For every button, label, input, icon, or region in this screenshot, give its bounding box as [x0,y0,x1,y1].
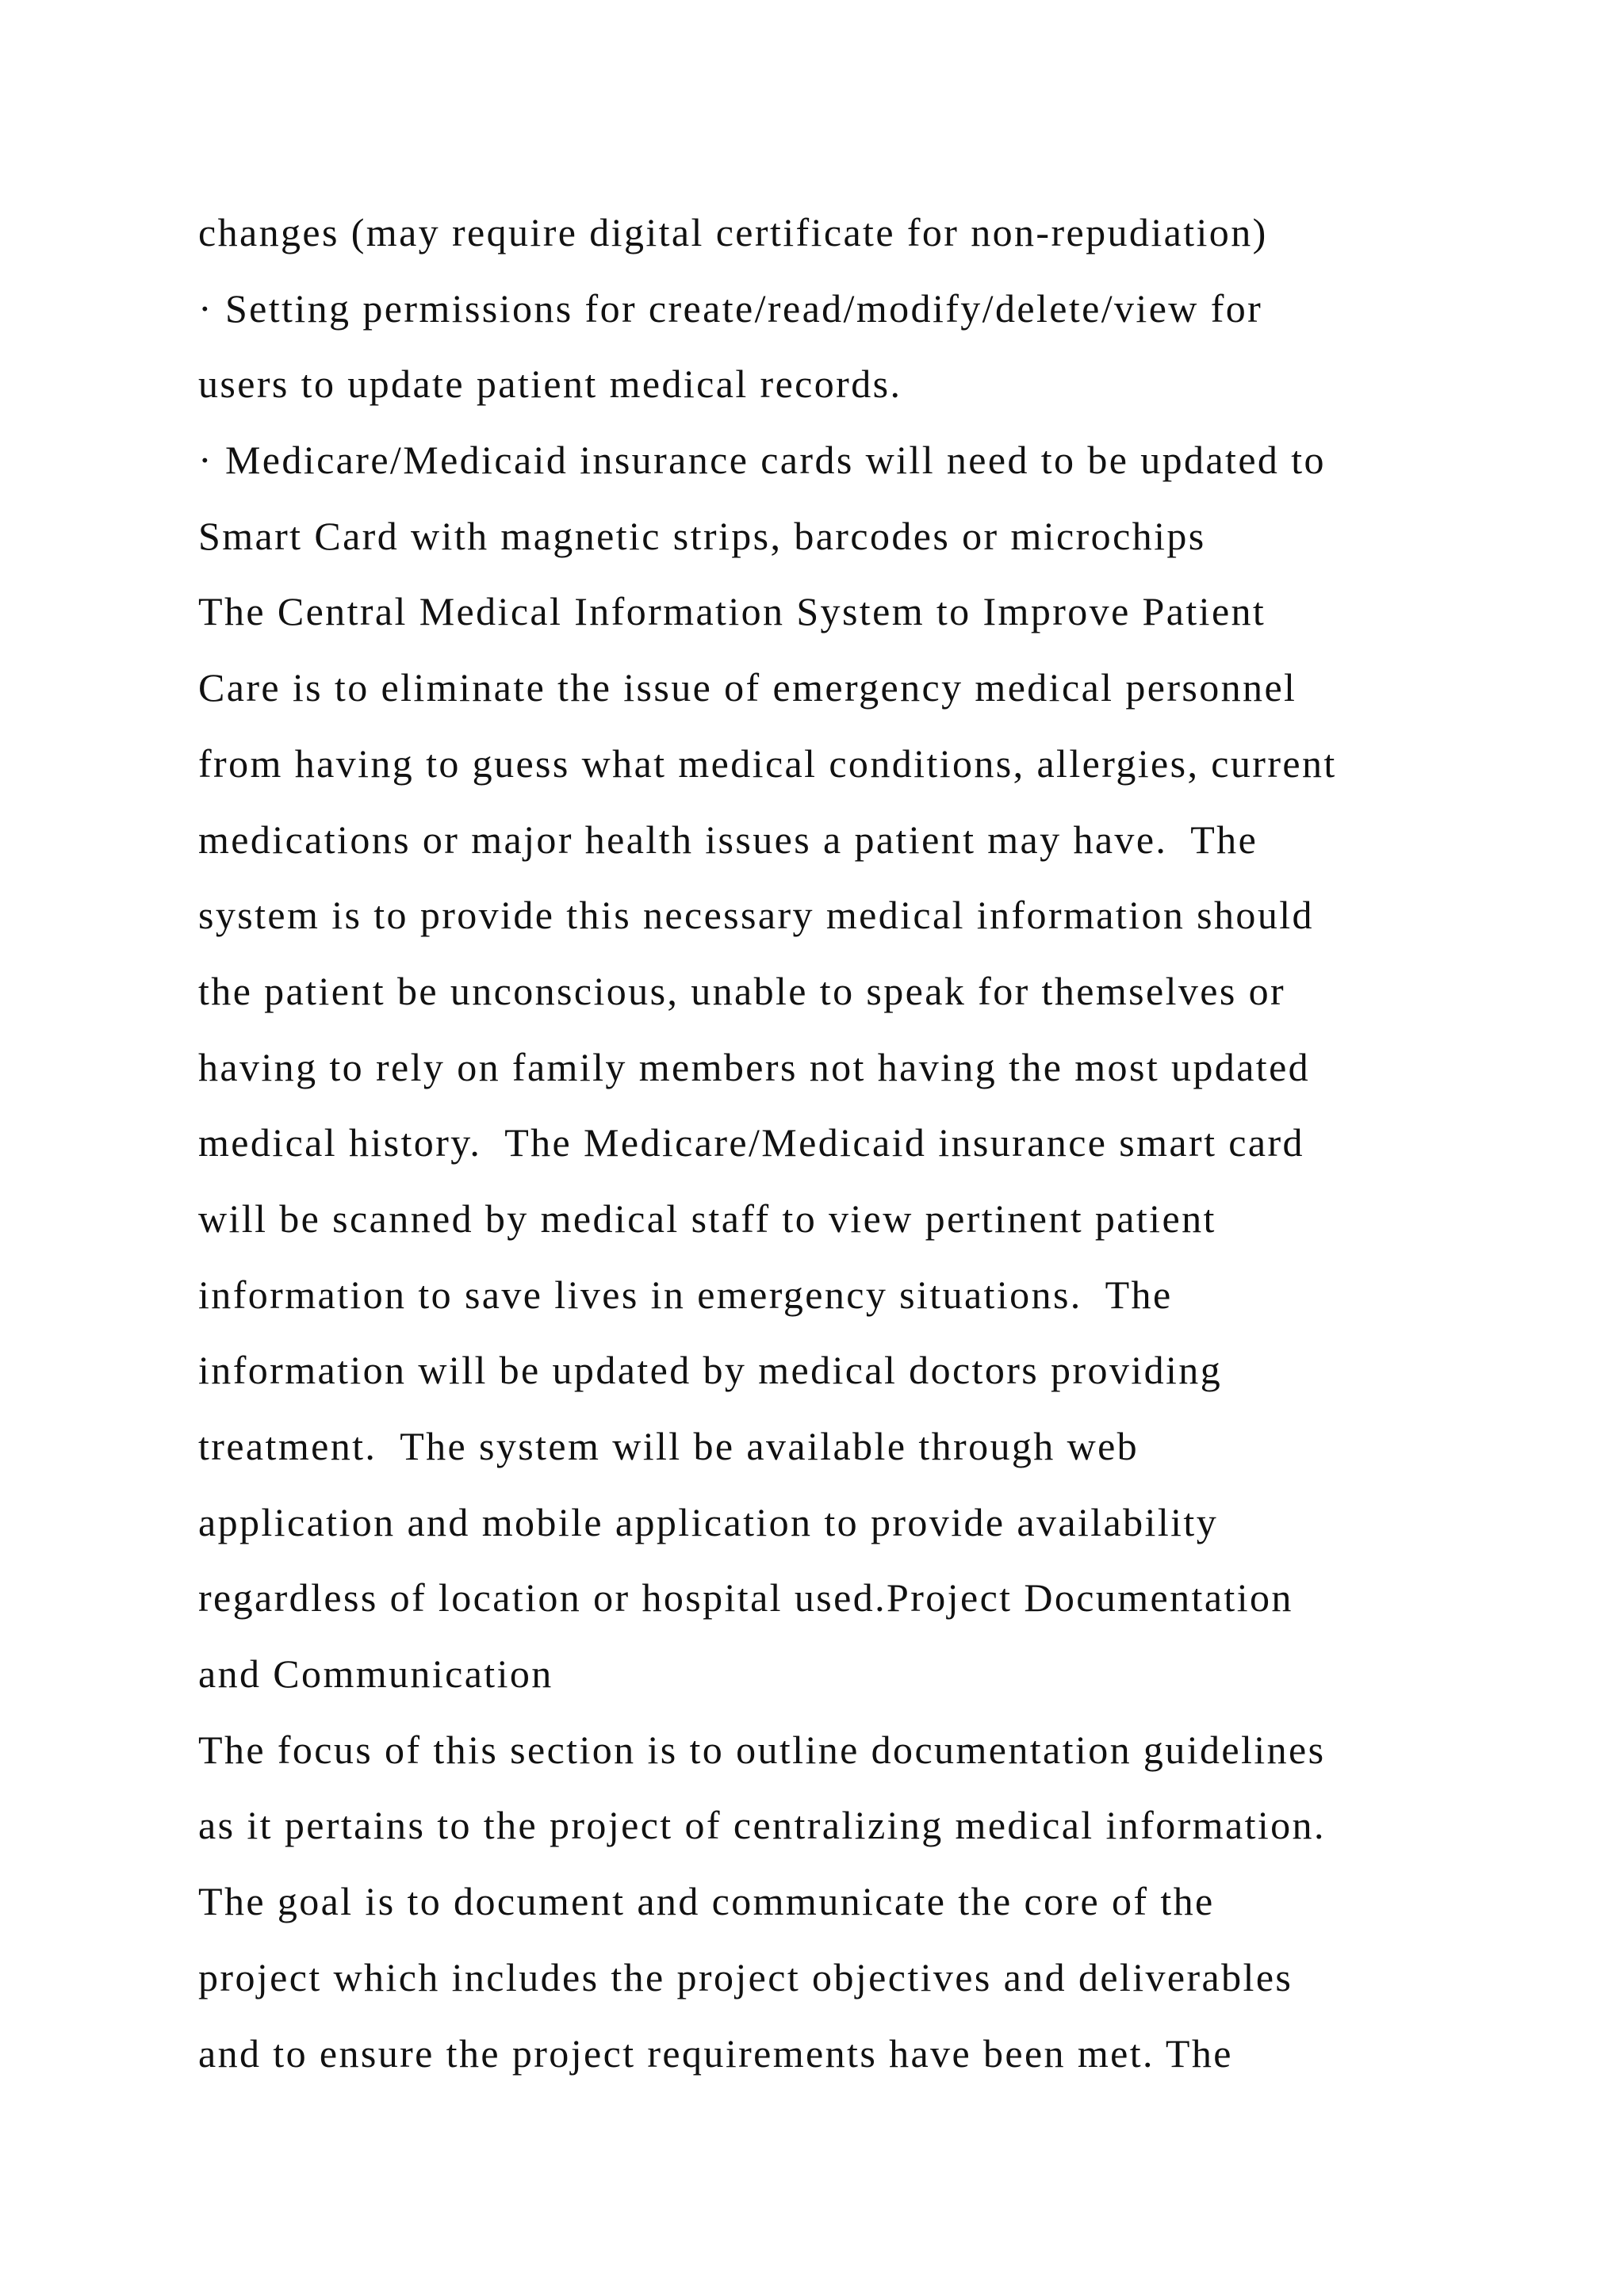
text-line: system is to provide this necessary medical information should [198,893,1314,938]
text-line: medications or major health issues a patient may have. The [198,817,1258,862]
text-line: will be scanned by medical staff to view pertinent patient [198,1196,1216,1241]
text-line: changes (may require digital certificate for non-repudiation) [198,210,1268,254]
text-line: · Setting permissions for create/read/modify/delete/view for [198,285,1263,331]
text-line: · Medicare/Medicaid insurance cards will need to be updated to [198,438,1326,483]
text-line: treatment. The system will be available through web [198,1424,1139,1468]
text-line: Care is to eliminate the issue of emergency medical personnel [198,665,1297,710]
text-line: and to ensure the project requirements have been met. The [198,2030,1233,2076]
text-line: having to rely on family members not having the most updated [198,1044,1311,1089]
text-line: medical history. The Medicare/Medicaid insurance smart card [198,1120,1304,1165]
text-line: regardless of location or hospital used.Project Documentation [198,1575,1293,1621]
text-line: project which includes the project objectives and deliverables [198,1954,1293,1999]
text-line: information will be updated by medical doctors providing [198,1348,1223,1393]
text-line: Smart Card with magnetic strips, barcodes or microchips [198,513,1206,558]
text-line: users to update patient medical records. [198,362,902,407]
text-line: and Communication [198,1651,553,1697]
text-line: application and mobile application to provide availability [198,1499,1219,1544]
text-line: The Central Medical Information System to Improve Patient [198,589,1266,634]
text-line: the patient be unconscious, unable to speak for themselves or [198,968,1286,1013]
text-line: information to save lives in emergency situations. The [198,1272,1173,1317]
text-line: from having to guess what medical conditions, allergies, current [198,740,1337,786]
text-line: The goal is to document and communicate the core of the [198,1879,1215,1924]
body-text [198,195,1499,2091]
text-line: as it pertains to the project of centralizing medical information. [198,1803,1326,1848]
text-line: The focus of this section is to outline documentation guidelines [198,1727,1326,1772]
